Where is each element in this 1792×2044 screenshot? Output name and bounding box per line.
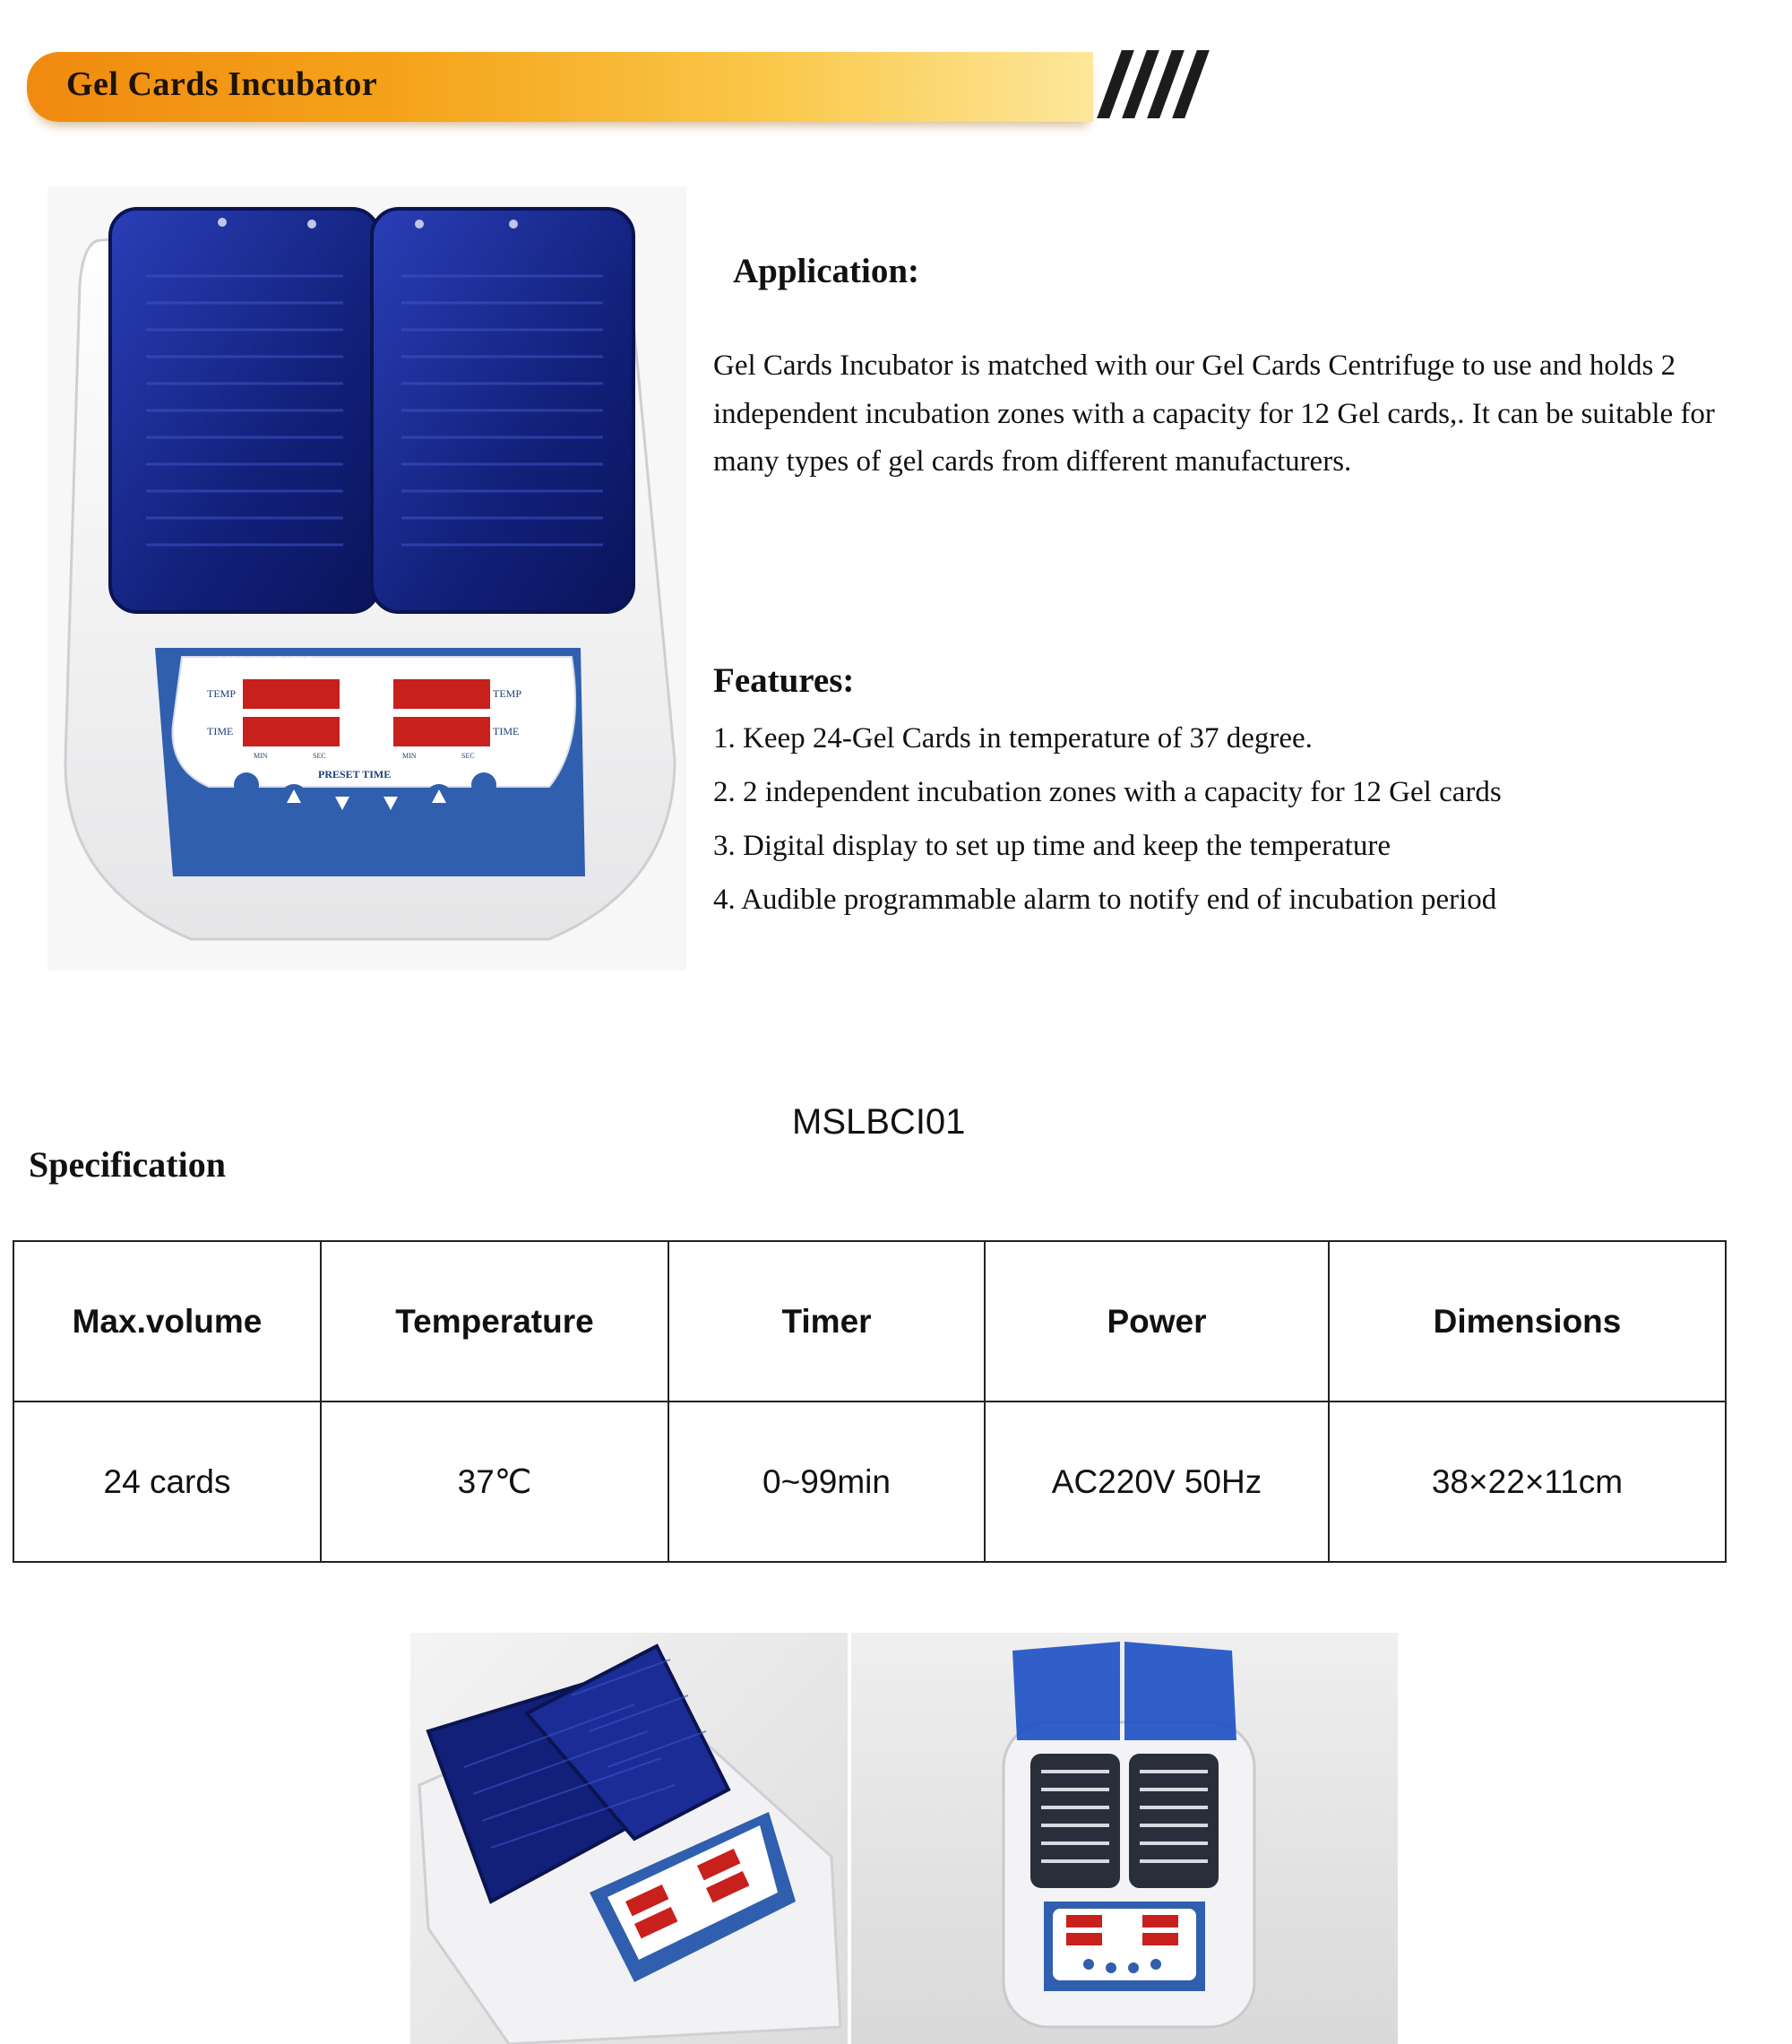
feature-item: 1. Keep 24-Gel Cards in temperature of 37 degree.: [713, 722, 1313, 755]
table-row: [13, 1401, 1726, 1562]
feature-item: 2. 2 independent incubation zones with a capacity for 12 Gel cards: [713, 776, 1502, 808]
table-cell: 24 cards: [13, 1401, 321, 1562]
start-stop-right-icon: [471, 772, 496, 798]
display-left-temp: [243, 679, 340, 709]
specification-table: [13, 1240, 1727, 1563]
panel-sec-right: SEC: [461, 752, 475, 760]
table-cell: 38×22×11cm: [1329, 1401, 1726, 1562]
table-cell: AC220V 50Hz: [985, 1401, 1329, 1562]
product-photo-open-lids: [851, 1633, 1398, 2044]
display-right-temp: [393, 679, 490, 709]
feature-item: 3. Digital display to set up time and keep the temperature: [713, 830, 1391, 862]
page-title: Gel Cards Incubator: [66, 65, 378, 103]
table-cell: 37℃: [321, 1401, 668, 1562]
start-stop-left-icon: [234, 772, 259, 798]
product-image: [47, 186, 686, 970]
application-text: Gel Cards Incubator is matched with our Gel Cards Centrifuge to use and holds 2 independent incubation zones with a capacity for 12 Gel cards,. It can be suitable for many types of gel cards from different manufacturers.: [713, 349, 1715, 478]
panel-min-right: MIN: [402, 752, 417, 760]
header-banner: [27, 47, 1210, 133]
table-header: Power: [985, 1241, 1329, 1401]
feature-item: 4. Audible programmable alarm to notify end of incubation period: [713, 884, 1497, 916]
display-right-time: [393, 717, 490, 746]
panel-label: CARD INCUBATOR: [216, 655, 314, 668]
features-heading: Features:: [713, 661, 855, 700]
model-number: MSLBCI01: [792, 1102, 966, 1142]
table-header: Dimensions: [1329, 1241, 1726, 1401]
panel-sec-left: SEC: [313, 752, 326, 760]
table-cell: 0~99min: [668, 1401, 985, 1562]
application-heading: Application:: [733, 252, 920, 290]
table-header: Max.volume: [13, 1241, 321, 1401]
table-header: Temperature: [321, 1241, 668, 1401]
table-header: Timer: [668, 1241, 985, 1401]
panel-min-left: MIN: [254, 752, 268, 760]
panel-temp-left: TEMP: [207, 687, 237, 700]
panel-preset-time: PRESET TIME: [318, 768, 392, 781]
display-left-time: [243, 717, 340, 746]
table-header-row: [13, 1241, 1726, 1401]
features-list: [713, 713, 1502, 928]
panel-temp-right: TEMP: [493, 687, 522, 700]
panel-time-left: TIME: [207, 725, 234, 737]
product-photo-angled: [410, 1633, 848, 2044]
panel-time-right: TIME: [493, 725, 520, 737]
specification-heading: Specification: [29, 1144, 226, 1185]
